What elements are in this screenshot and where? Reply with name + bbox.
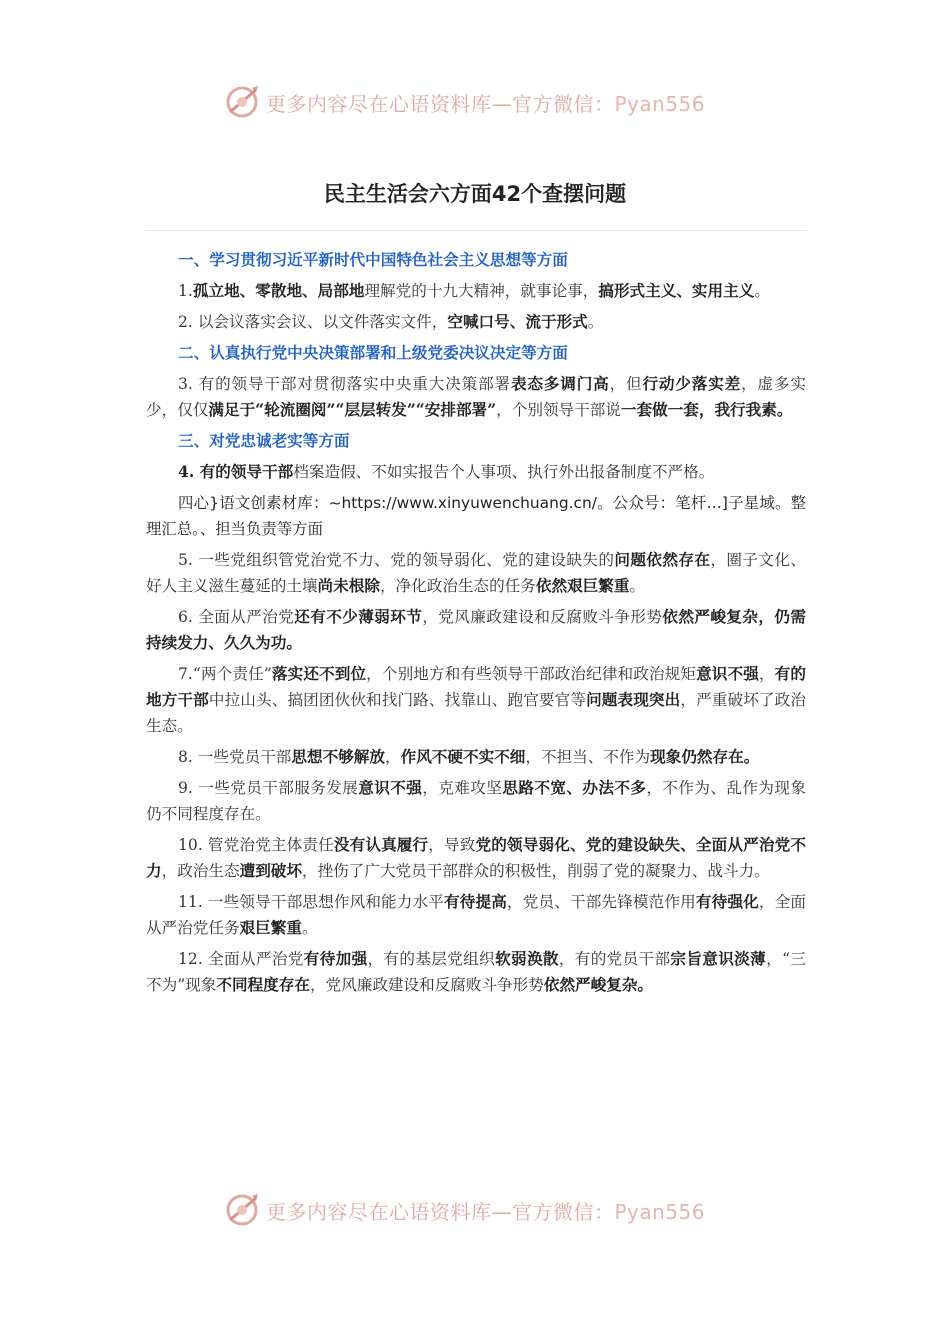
title-divider [146,230,806,231]
bold-text: 依然严峻复杂，仍需持续发力、久久为功。 [146,607,806,652]
text-run: 2. 以会议落实会议、以文件落实文件， [178,313,448,331]
paragraph [146,775,806,827]
page-title: 民主生活会六方面42个查摆问题 [323,182,627,206]
logo-icon [222,1190,262,1230]
text-run: ，“三不为”现象 [146,950,806,994]
logo-icon [222,82,262,122]
text-run: ，有的基层党组织 [367,950,496,968]
banner-text: 更多内容尽在心语资料库—官方微信： [266,91,615,116]
bold-text: 问题表现突出 [586,690,681,709]
text-run: ，不作为、乱作为现象仍不同程度存在。 [146,779,806,823]
text-run: ，但 [609,375,643,393]
bold-text: 现象仍然存在。 [650,747,760,766]
bold-text: 依然艰巨繁重 [535,576,630,595]
section-heading: 二、认真执行党中央决策部署和上级党委决议决定等方面 [178,344,568,362]
text-run: 8. 一些党员干部 [178,748,292,766]
watermark-banner-top [222,80,742,124]
text-run: 5. 一些党组织管党治党不力、党的领导弱化、党的建设缺失的 [178,551,615,569]
text-run: 。 [587,313,604,331]
text-run: 中拉山头、搞团团伙伙和找门路、找靠山、跑官要官等 [208,691,587,709]
bold-text: 尚未根除 [317,576,380,595]
paragraph [146,459,806,485]
text-run: 9. 一些党员干部服务发展 [178,779,359,797]
paragraph [146,309,806,335]
bold-text: 宗旨意识淡薄 [670,949,767,968]
bold-text: 问题依然存在 [614,550,711,569]
bold-text: 还有不少薄弱环节 [294,607,423,626]
bold-text: 软弱涣散 [495,949,559,968]
text-run: 3. 有的领导干部对贯彻落实中央重大决策部署 [178,375,511,393]
document-body [146,247,806,1003]
bold-text: 思想不够解放 [291,747,385,766]
text-run: ，政治生态 [161,862,240,880]
watermark-banner-bottom [222,1188,742,1232]
text-run: 。 [301,919,318,937]
text-run: ，党员、干部先锋模范作用 [507,893,696,911]
banner-wechat: Pyan556 [614,91,706,116]
text-run: 理解党的十九大精神，就事论事， [364,282,599,300]
bold-text: 落实还不到位 [271,664,367,683]
bold-text: 不同程度存在 [216,975,310,994]
bold-text: 思路不宽、办法不多 [502,778,647,797]
bold-text: 空喊口号、流于形式 [447,312,588,331]
paragraph [146,547,806,599]
text-run: 11. 一些领导干部思想作风和能力水平 [178,893,445,911]
paragraph [146,604,806,656]
bold-text: 艰巨繁重 [239,918,302,937]
text-run: 。 [629,577,646,595]
bold-text: 作风不硬不实不细 [400,747,526,766]
text-run: 1. [178,282,193,300]
bold-text: 意识不强 [358,778,423,797]
text-run: ，圈子文化、好人主义滋生蔓延的土壤 [146,551,806,595]
banner-text: 更多内容尽在心语资料库—官方微信： [266,1199,615,1224]
text-run: ，挫伤了广大党员干部群众的积极性，削弱了党的凝聚力、战斗力。 [301,862,770,880]
bold-text: 搞形式主义、实用主义 [598,281,755,300]
bold-text: 党的领导弱化、党的建设缺失、全面从严治党不力 [146,835,806,880]
paragraph [146,889,806,941]
text-run: ，党风廉政建设和反腐败斗争形势 [309,976,544,994]
text-run: ，净化政治生态的任务 [379,577,536,595]
section-heading: 三、对党忠诚老实等方面 [178,432,350,450]
bold-text: 没有认真履行 [333,835,429,854]
bold-text: 有待提高 [444,892,507,911]
section-heading: 一、学习贯彻习近平新时代中国特色社会主义思想等方面 [178,251,568,269]
text-run: ，克难攻坚 [422,779,503,797]
bold-text: 有待加强 [303,949,368,968]
text-run: 12. 全面从严治党 [178,950,304,968]
bold-text: 遭到破坏 [239,861,302,880]
bold-text: 有的地方干部 [146,664,806,709]
text-run: 。 [754,282,770,300]
bold-text: 表态多调门高 [510,374,610,393]
text-run: ，导致 [428,836,476,854]
text-run: ，虚多实少，仅仅 [146,375,806,419]
paragraph [146,946,806,998]
bold-text: 依然严峻复杂。 [543,975,654,994]
text-run: ，全面从严治党任务 [146,893,806,937]
text-run: 档案造假、不如实报告个人事项、执行外出报备制度不严格。 [293,463,715,481]
text-run: ， [758,665,775,683]
bold-text: 满足于“轮流圈阅”“层层转发”“安排部署” [208,400,497,419]
text-run: 7.“两个责任” [178,665,272,683]
paragraph [146,661,806,739]
bold-text: 有待强化 [695,892,759,911]
banner-wechat: Pyan556 [614,1199,706,1224]
text-run: ，严重破坏了政治生态。 [146,691,806,735]
paragraph [146,832,806,884]
text-run: ，不担当、不作为 [525,748,651,766]
text-run: 10. 管党治党主体责任 [178,836,334,854]
text-run: ，党风廉政建设和反腐败斗争形势 [422,608,663,626]
text-run: ，有的党员干部 [558,950,671,968]
text-run: ，个别领导干部说 [496,401,621,419]
paragraph [146,371,806,423]
text-run: ，个别地方和有些领导干部政治纪律和政治规矩 [366,665,697,683]
text-run: ， [384,748,401,766]
paragraph [146,490,806,542]
bold-text: 孤立地、零散地、局部地 [192,281,365,300]
bold-text: 一套做一套，我行我素。 [620,400,793,419]
text-run: 四心}语文创素材库：~https://www.xinyuwenchuang.cn/。公众号：笔杆…]子星域。整理汇总。、担当负责等方面 [146,494,806,538]
bold-text: 意识不强 [696,664,759,683]
bold-text: 行动少落实差 [642,374,742,393]
bold-text: 4. 有的领导干部 [178,462,294,481]
paragraph [146,744,806,770]
text-run: 6. 全面从严治党 [178,608,295,626]
paragraph [146,278,806,304]
